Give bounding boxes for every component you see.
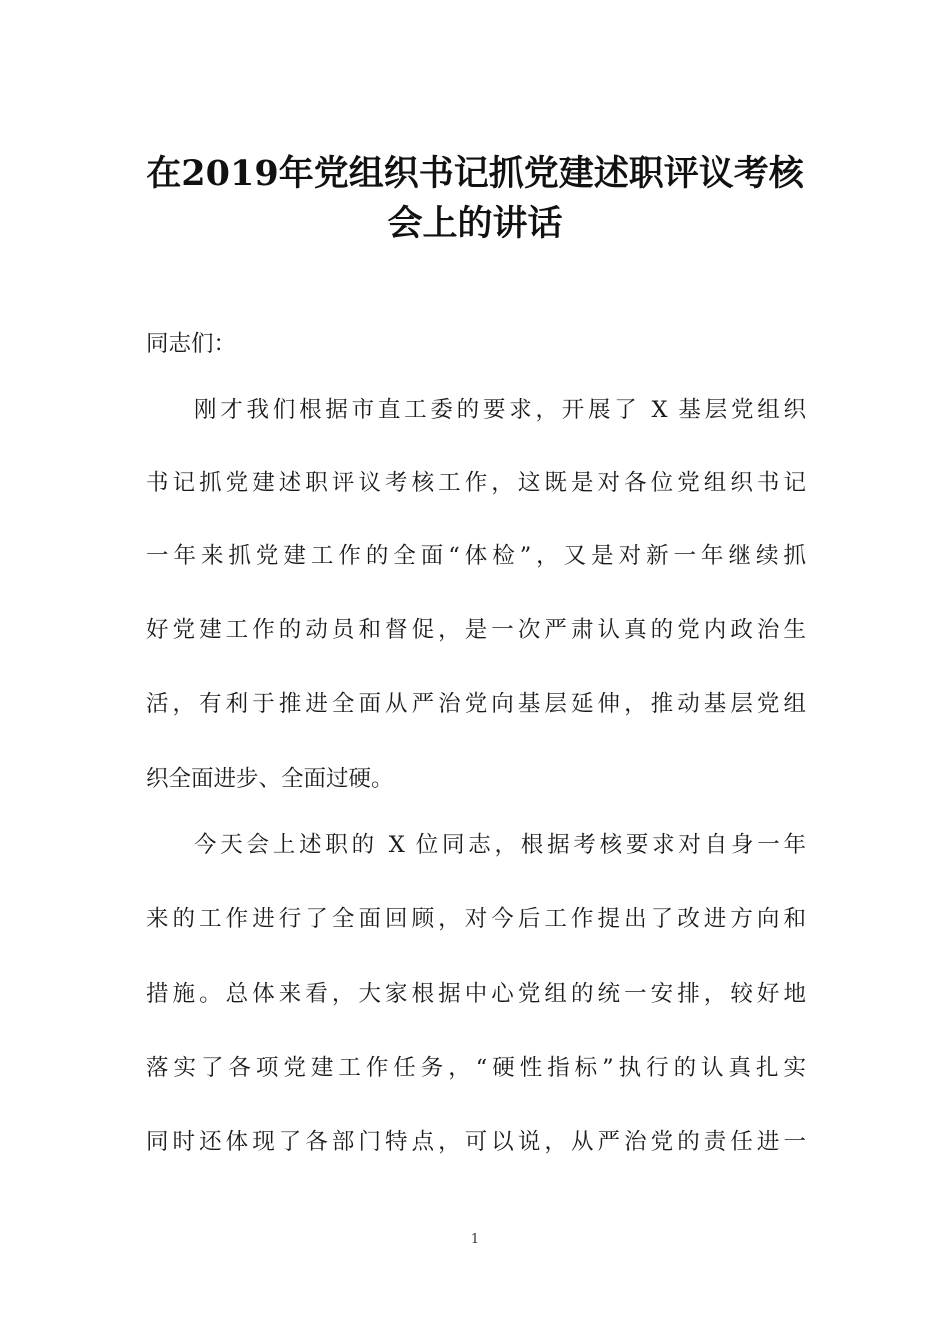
paragraph-1-line-2: 书记抓党建述职评议考核工作，这既是对各位党组织书记	[146, 470, 806, 496]
salutation: 同志们：	[146, 331, 237, 357]
document-title-line-2: 会上的讲话	[387, 203, 563, 244]
paragraph-1-line-6: 织全面进步、全面过硬。	[146, 766, 394, 792]
paragraph-1-line-5: 活，有利于推进全面从严治党向基层延伸，推动基层党组	[146, 691, 806, 717]
paragraph-1-line-1: 刚才我们根据市直工委的要求，开展了 X 基层党组织	[194, 397, 806, 423]
paragraph-2-line-5: 同时还体现了各部门特点，可以说，从严治党的责任进一	[146, 1129, 806, 1155]
paragraph-2-line-1: 今天会上述职的 X 位同志，根据考核要求对自身一年	[194, 832, 806, 858]
document-title-line-1: 在2019年党组织书记抓党建述职评议考核	[146, 153, 804, 194]
paragraph-2-line-4: 落实了各项党建工作任务，“硬性指标”执行的认真扎实	[146, 1055, 806, 1081]
paragraph-2-line-2: 来的工作进行了全面回顾，对今后工作提出了改进方向和	[146, 906, 806, 932]
page-number: 1	[470, 1232, 480, 1247]
paragraph-2-line-3: 措施。总体来看，大家根据中心党组的统一安排，较好地	[146, 981, 806, 1007]
paragraph-1-line-3: 一年来抓党建工作的全面“体检”，又是对新一年继续抓	[146, 543, 806, 569]
paragraph-1-line-4: 好党建工作的动员和督促，是一次严肃认真的党内政治生	[146, 617, 806, 643]
